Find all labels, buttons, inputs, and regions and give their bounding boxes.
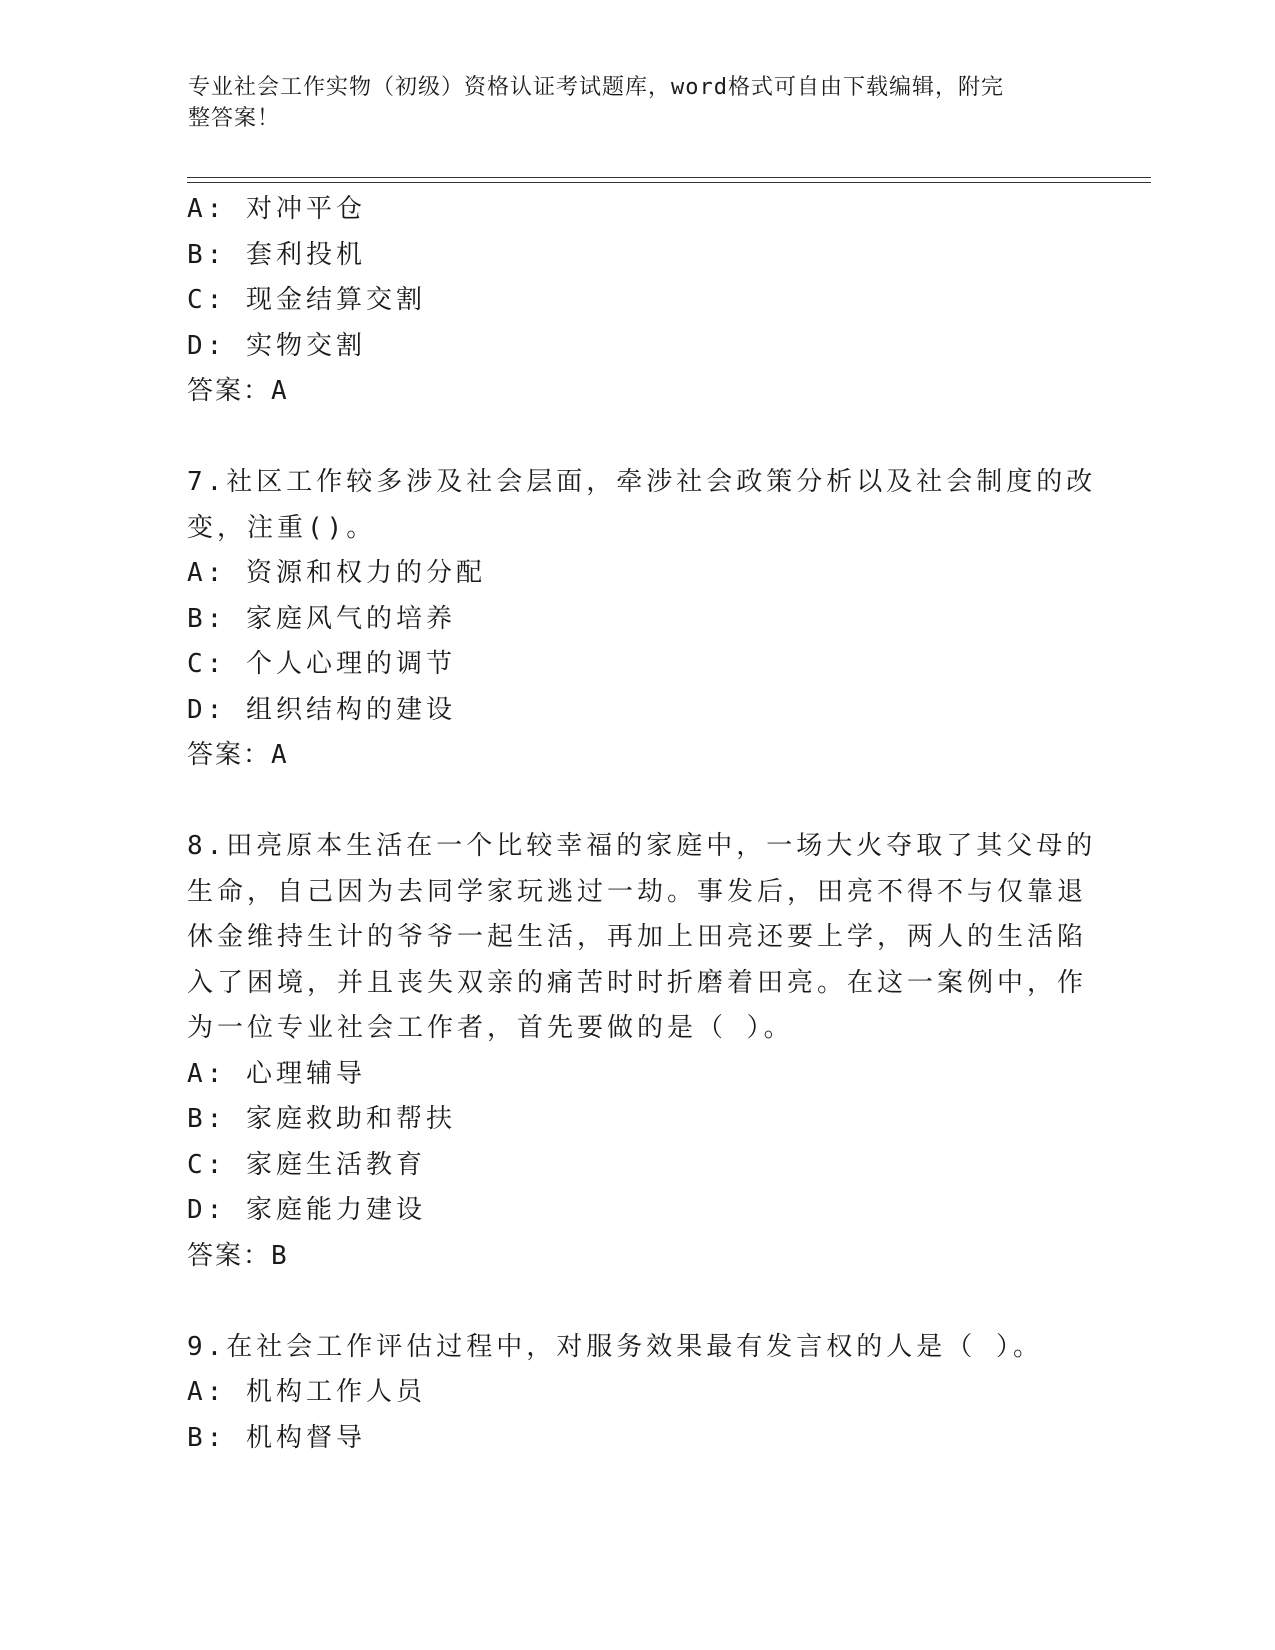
question-text-line: 为一位专业社会工作者，首先要做的是（ ）。 [187,1013,794,1043]
option-d: D: 实物交割 [187,330,366,361]
header-line-1: 专业社会工作实物（初级）资格认证考试题库，word格式可自由下载编辑，附完 [188,75,1004,100]
option-a: A: 对冲平仓 [187,194,366,224]
question-text-line: 9.在社会工作评估过程中，对服务效果最有发言权的人是（ ）。 [187,1331,1043,1362]
document-header [188,72,1068,134]
answer-line: 答案：A [187,376,289,406]
spacer [187,1279,1077,1325]
answer-line: 答案：B [187,1240,289,1271]
option-b: B: 套利投机 [187,239,366,270]
option-c: C: 个人心理的调节 [187,649,456,679]
option-b: B: 家庭风气的培养 [187,603,456,634]
question-text-line: 8.田亮原本生活在一个比较幸福的家庭中，一场大火夺取了其父母的 [187,831,1097,861]
option-a: A: 心理辅导 [187,1058,366,1089]
spacer [187,415,1077,461]
header-line-2: 整答案！ [188,106,281,131]
option-a: A: 资源和权力的分配 [187,558,486,588]
option-d: D: 组织结构的建设 [187,694,456,725]
question-list [187,187,1097,1461]
question-text-line: 休金维持生计的爷爷一起生活，再加上田亮还要上学，两人的生活陷 [187,922,1088,952]
question-text-line: 7.社区工作较多涉及社会层面，牵涉社会政策分析以及社会制度的改 [187,467,1097,497]
option-d: D: 家庭能力建设 [187,1195,426,1225]
question-8 [187,824,1097,1279]
header-divider-top [187,177,1151,178]
question-7 [187,460,1097,779]
question-text-line: 入了困境，并且丧失双亲的痛苦时时折磨着田亮。在这一案例中，作 [187,967,1088,998]
option-c: C: 现金结算交割 [187,285,426,315]
question-6 [187,187,1077,415]
option-b: B: 机构督导 [187,1422,366,1453]
answer-line: 答案：A [187,740,289,770]
header-divider-bottom [187,182,1151,183]
question-text-line: 变，注重()。 [187,512,377,543]
option-c: C: 家庭生活教育 [187,1149,426,1180]
spacer [187,779,1077,825]
option-b: B: 家庭救助和帮扶 [187,1104,456,1134]
question-9 [187,1325,1077,1462]
question-text-line: 生命，自己因为去同学家玩逃过一劫。事发后，田亮不得不与仅靠退 [187,876,1088,907]
option-a: A: 机构工作人员 [187,1377,426,1407]
